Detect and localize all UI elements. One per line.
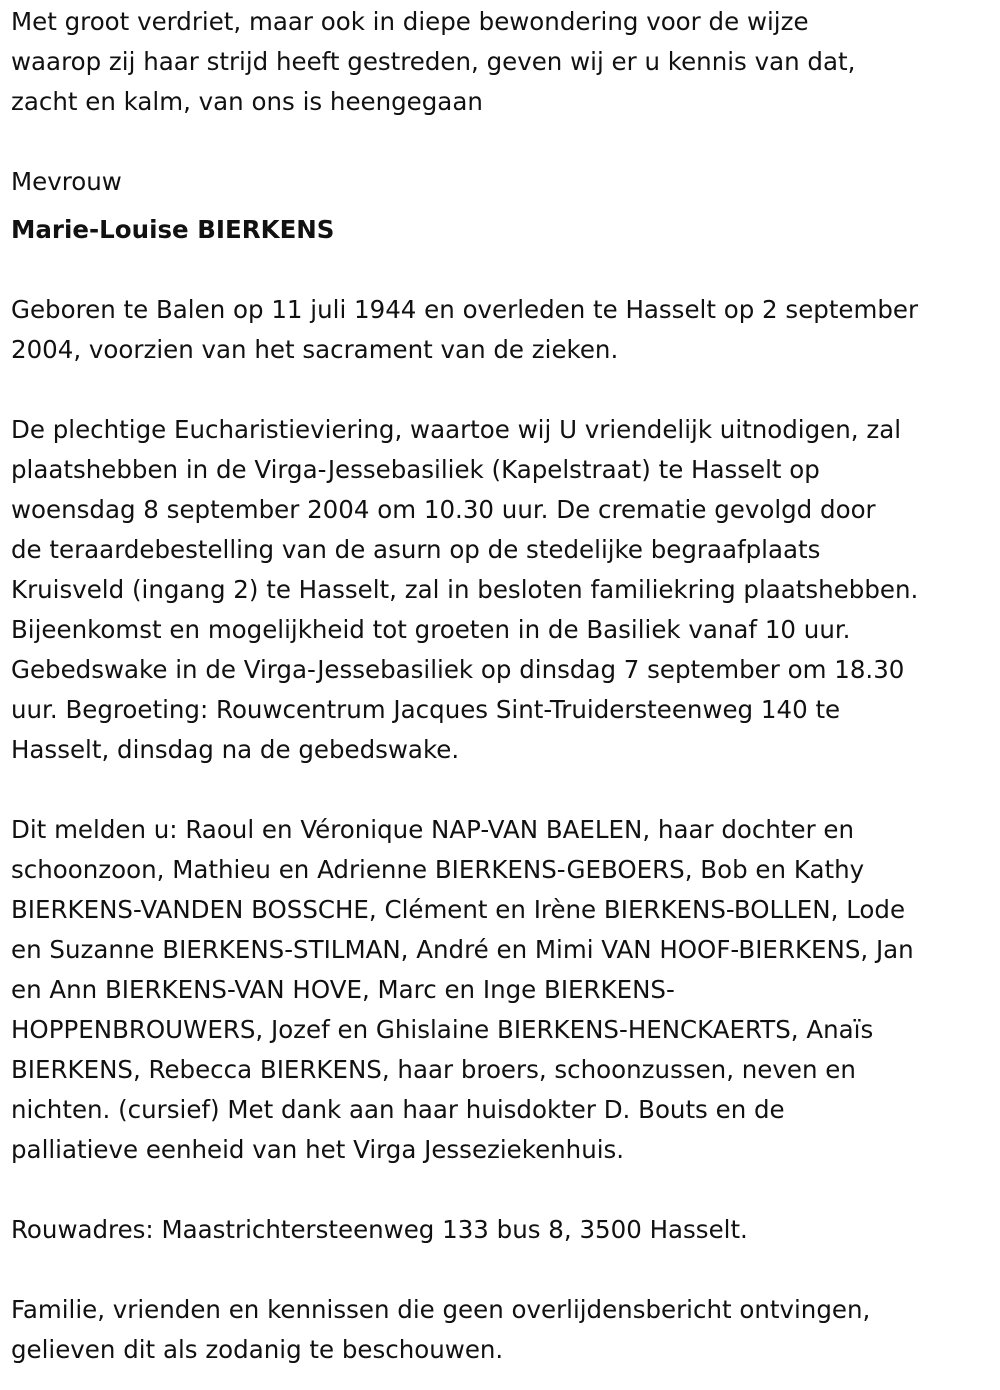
spacer	[11, 1170, 996, 1210]
salutation: Mevrouw	[11, 167, 122, 196]
spacer	[11, 122, 996, 162]
ceremony-paragraph: De plechtige Eucharistieviering, waartoe wij U vriendelijk uitnodigen, zal plaatshebben in de Virga-Jessebasiliek (Kapelstraat) te Hasselt op woensdag 8 september 2004 om 10.30 uur. De crematie gevolgd door de teraardebestelling van de asurn op de stedelijke begraafplaats Kruisveld (ingang 2) te Hasselt, zal in besloten familiekring plaatshebben. Bijeenkomst en mogelijkheid tot groeten in de Basiliek vanaf 10 uur. Gebedswake in de Virga-Jessebasiliek op dinsdag 7 september om 18.30 uur. Begroeting: Rouwcentrum Jacques Sint-Truidersteenweg 140 te Hasselt, dinsdag na de gebedswake.	[11, 415, 919, 764]
announcers-paragraph: Dit melden u: Raoul en Véronique NAP-VAN BAELEN, haar dochter en schoonzoon, Mathieu en Adrienne BIERKENS-GEBOERS, Bob en Kathy BIERKENS-VANDEN BOSSCHE, Clément en Irène BIERKENS-BOLLEN, Lode en Suzanne BIERKENS-STILMAN, André en Mimi VAN HOOF-BIERKENS, Jan en Ann BIERKENS-VAN HOVE, Marc en Inge BIERKENS- HOPPENBROUWERS, Jozef en Ghislaine BIERKENS-HENCKAERTS, Anaïs BIERKENS, Rebecca BIERKENS, haar broers, schoonzussen, neven en nichten. (cursief) Met dank aan haar huisdokter D. Bouts en de palliatieve eenheid van het Virga Jesseziekenhuis.	[11, 815, 914, 1164]
spacer	[11, 202, 996, 210]
spacer	[11, 250, 996, 290]
intro-paragraph: Met groot verdriet, maar ook in diepe bewondering voor de wijze waarop zij haar strijd heeft gestreden, geven wij er u kennis van dat, zacht en kalm, van ons is heengegaan	[11, 7, 856, 116]
spacer	[11, 1250, 996, 1290]
spacer	[11, 370, 996, 410]
spacer	[11, 770, 996, 810]
birth-death-paragraph: Geboren te Balen op 11 juli 1944 en overleden te Hasselt op 2 september 2004, voorzien van het sacrament van de zieken.	[11, 295, 919, 364]
deceased-name: Marie-Louise BIERKENS	[11, 215, 335, 244]
mourning-address: Rouwadres: Maastrichtersteenweg 133 bus 8, 3500 Hasselt.	[11, 1215, 748, 1244]
closing-paragraph: Familie, vrienden en kennissen die geen overlijdensbericht ontvingen, gelieven dit als zodanig te beschouwen.	[11, 1295, 871, 1364]
obituary-document	[11, 2, 996, 1370]
